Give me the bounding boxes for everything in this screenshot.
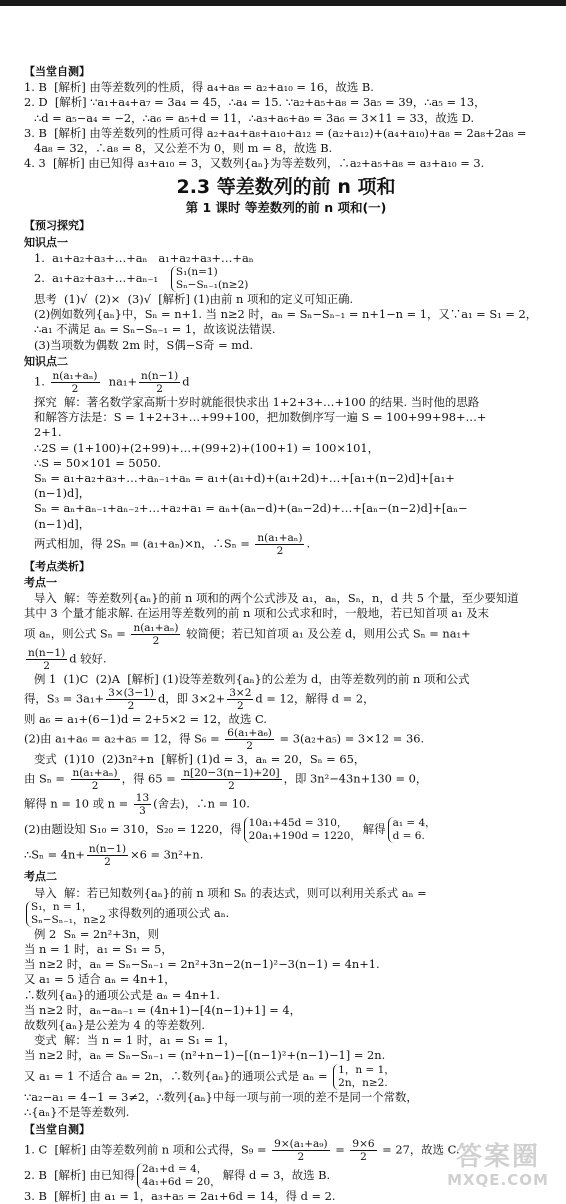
text: 解得 n = 10 或 n = <box>24 796 132 811</box>
fraction <box>272 1138 329 1163</box>
text: 解得 d = 3，故选 B. <box>222 1168 331 1183</box>
answer-line: 3. B [解析] 由 a₁ = 1，a₃+a₅ = 2a₁+6d = 14，得 d = 2. <box>24 1189 336 1204</box>
knowledge-point-2: 知识点二 <box>24 354 68 368</box>
answer-line: 当 n≥2 时，aₙ−aₙ₋₁ = (4n+1)−[4(n−1)+1] = 4， <box>24 1002 302 1017</box>
answer-line: 3. B [解析] 由等差数列的性质可得 a₂+a₄+a₈+a₁₀+a₁₂ = (a₂+a₁₂)+(a₄+a₁₀)+a₈ = 2a₈+2a₈ = <box>24 125 527 140</box>
section-header: 【当堂自测】 <box>24 1122 90 1136</box>
denominator: 2 <box>152 634 160 647</box>
text: d 较好. <box>69 651 107 666</box>
fraction <box>350 1138 376 1163</box>
text: 又 a₁ = 1 不适合 aₙ = 2n，∴数列{aₙ}的通项公式是 aₙ = <box>24 1068 332 1083</box>
system-row: S₁(n=1) <box>175 266 218 279</box>
numerator: n(a₁+aₙ) <box>257 531 303 544</box>
piecewise-system <box>333 1064 395 1090</box>
watermark-logo <box>438 1142 558 1192</box>
answer-line: 导入 解：若已知数列{aₙ}的前 n 项和 Sₙ 的表达式，则可以利用关系式 aₙ = <box>34 885 427 900</box>
piecewise-system <box>171 266 248 292</box>
text: 求得数列的通项公式 aₙ. <box>107 905 230 920</box>
answer-line <box>24 532 548 557</box>
answer-line <box>24 647 548 672</box>
answer-line: 探究 解：著名数学家高斯十岁时就能很快求出 1+2+3+…+100 的结果. 当时他的思路 <box>34 395 480 410</box>
text: 得，S₃ = 3a₁+ <box>24 691 105 706</box>
denominator: 2 <box>156 383 163 396</box>
answer-line <box>24 727 548 752</box>
piecewise-system <box>26 901 106 927</box>
text: = <box>331 1142 349 1157</box>
fraction <box>131 622 180 647</box>
answer-line: ∴{aₙ}不是等差数列. <box>24 1104 130 1119</box>
numerator: n(a₁+aₙ) <box>52 370 98 383</box>
answer-line <box>24 266 548 292</box>
system-row: 2a₁+d = 4， <box>141 1163 208 1176</box>
text: 1. <box>34 374 49 389</box>
numerator: 3×(3−1) <box>108 686 154 699</box>
numerator: n(n−1) <box>141 370 179 383</box>
denominator: 2 <box>91 780 99 793</box>
denominator: 2 <box>236 699 244 712</box>
answer-line: 又 a₁ = 5 适合 aₙ = 4n+1， <box>24 972 176 987</box>
fraction <box>51 370 100 395</box>
answer-line: 导入 解：等差数列{aₙ}的前 n 项和的两个公式涉及 a₁，aₙ，Sₙ，n，d 共 5 个量，至少要知道 <box>34 591 519 606</box>
text: . <box>306 536 311 551</box>
text: (2)由 a₁+a₆ = a₂+a₅ = 12，得 S₆ = <box>24 731 224 746</box>
answer-line: ∴d = a₅−a₄ = −2，∴a₆ = a₅+d = 11，∴a₃+a₆+a₉ = 3a₆ = 3×11 = 33，故选 D. <box>34 110 475 125</box>
section-header: 【考点类析】 <box>24 559 90 573</box>
text: d <box>182 374 190 389</box>
fraction <box>227 687 253 712</box>
answer-line: 思考 (1)√ (2)× (3)√ [解析] (1)由前 n 项和的定义可知正确. <box>34 292 354 307</box>
answer-line <box>24 767 548 792</box>
system-row: 2n，n≥2. <box>338 1076 388 1089</box>
answer-line: 例 2 Sₙ = 2n²+3n，则 <box>34 926 160 941</box>
answer-line <box>24 901 548 927</box>
answer-line: 4. 3 [解析] 由已知得 a₃+a₁₀ = 3，又数列{aₙ}为等差数列，∴a₂+a₅+a₈ = a₃+a₁₀ = 3. <box>24 156 485 171</box>
text: 由 Sₙ = <box>24 771 69 786</box>
system-row: Sₙ−Sₙ₋₁(n≥2) <box>175 279 249 292</box>
denominator: 2 <box>276 544 284 557</box>
answer-line <box>24 1064 548 1090</box>
numerator: n(n−1) <box>88 843 127 856</box>
answer-line: Sₙ = aₙ+aₙ₋₁+aₙ₋₂+…+a₂+a₁ = aₙ+(aₙ−d)+(aₙ−2d)+…+[aₙ−(n−2)d]+[aₙ− <box>34 501 468 516</box>
answer-line: Sₙ = a₁+a₂+a₃+…+aₙ₋₁+aₙ = a₁+(a₁+d)+(a₁+2d)+…+[a₁+(n−2)d]+[a₁+ <box>34 471 455 486</box>
system-row: 1，n = 1， <box>338 1063 395 1076</box>
system-row: 20a₁+190d = 1220， <box>248 830 361 843</box>
fraction <box>106 687 156 712</box>
denominator: 2 <box>71 383 79 396</box>
denominator: 2 <box>297 1151 305 1164</box>
watermark-url: MXQE.COM <box>447 1171 549 1189</box>
numerator: n(a₁+aₙ) <box>133 621 179 634</box>
denominator: 2 <box>43 659 50 672</box>
answer-line: 当 n≥2 时，aₙ = Sₙ−Sₙ₋₁ = 2n²+3n−2(n−1)²−3(n−1) = 4n+1. <box>24 957 380 972</box>
denominator: 2 <box>104 856 111 869</box>
answer-line: 2. D [解析] ∵a₁+a₄+a₇ = 3a₄ = 45，∴a₄ = 15. ∵a₂+a₅+a₈ = 3a₅ = 39，∴a₅ = 13， <box>24 95 486 110</box>
numerator: 9×(a₁+a₉) <box>274 1138 328 1151</box>
fraction <box>139 370 180 395</box>
text: (2)由题设知 S₁₀ = 310，S₂₀ = 1220，得 <box>24 822 242 837</box>
numerator: n[20−3(n−1)+20] <box>183 767 280 780</box>
top-border <box>0 0 566 6</box>
answer-line: 当 n≥2 时，aₙ = Sₙ−Sₙ₋₁ = (n²+n−1)−[(n−1)²+(n−1)−1] = 2n. <box>24 1048 386 1063</box>
fraction <box>181 767 281 792</box>
answer-line: ∴数列{aₙ}的通项公式是 aₙ = 4n+1. <box>24 987 220 1002</box>
denominator: 2 <box>246 740 253 753</box>
text: 较简便；若已知首项 a₁ 及公差 d，则用公式 Sₙ = na₁+ <box>182 626 471 641</box>
fraction <box>134 792 151 817</box>
answer-line: (n−1)d]， <box>34 486 91 501</box>
answer-line: 则 a₆ = a₁+(6−1)d = 2+5×2 = 12，故选 C. <box>24 711 267 726</box>
section-header: 【预习探究】 <box>24 219 90 233</box>
answer-line <box>24 843 548 868</box>
answer-line: 例 1 (1)C (2)A [解析] (1)设等差数列{aₙ}的公差为 d，由等差数列的前 n 项和公式 <box>34 671 470 686</box>
numerator: 13 <box>135 792 150 805</box>
answer-line: (2)例如数列{aₙ}中，Sₙ = n+1. 当 n≥2 时，aₙ = Sₙ−Sₙ₋₁ = n+1−n = 1，又∵a₁ = S₁ = 2， <box>34 307 538 322</box>
system-row: Sₙ−Sₙ₋₁，n≥2 <box>31 913 106 926</box>
section-header: 【当堂自测】 <box>24 65 90 78</box>
denominator: 2 <box>228 780 235 793</box>
numerator: 9×6 <box>352 1138 375 1151</box>
answer-line <box>24 370 548 395</box>
text: 2. B [解析] 由已知得 <box>24 1168 135 1183</box>
answer-line: 1. a₁+a₂+a₃+…+aₙ a₁+a₂+a₃+…+aₙ <box>34 250 254 265</box>
fraction <box>87 843 128 868</box>
section-preview <box>24 218 548 556</box>
lesson-subtitle: 第 1 课时 等差数列的前 n 项和(一) <box>185 200 387 216</box>
answer-line: ∴a₁ 不满足 aₙ = Sₙ−Sₙ₋₁ = 1，故该说法错误. <box>34 322 276 337</box>
fraction <box>71 767 120 792</box>
text: d = 12，解得 d = 2， <box>255 691 375 706</box>
fraction <box>255 532 304 557</box>
text: ∴Sₙ = 4n+ <box>24 847 85 862</box>
denominator: 2 <box>127 699 135 712</box>
denominator: 2 <box>360 1151 367 1164</box>
text: ，得 65 = <box>121 771 180 786</box>
text: 两式相加，得 2Sₙ = (a₁+aₙ)×n，∴Sₙ = <box>34 536 254 551</box>
answer-line: 和解答方法是：S = 1+2+3+…+99+100，把加数倒序写一遍 S = 100+99+98+…+ <box>34 410 487 425</box>
exam-point-1: 考点一 <box>24 576 57 590</box>
answer-line: ∴S = 50×101 = 5050. <box>34 455 162 470</box>
numerator: n(n−1) <box>28 646 66 659</box>
answer-line: 1. B [解析] 由等差数列的性质，得 a₄+a₈ = a₂+a₁₀ = 16，故选 B. <box>24 80 374 95</box>
text: = 27，故选 C. <box>378 1142 460 1157</box>
answer-line <box>24 817 548 843</box>
numerator: 6(a₁+a₆) <box>227 727 272 740</box>
watermark-text: 答案圈 <box>455 1142 540 1172</box>
numerator: 3×2 <box>229 686 252 699</box>
answer-line: (3)当项数为偶数 2m 时，S偶−S奇 = md. <box>34 337 253 352</box>
text: (舍去)，∴n = 10. <box>153 796 250 811</box>
answer-line: ∵a₂−a₁ = 4−1 = 3≠2，∴数列{aₙ}中每一项与前一项的差不是同一个常数， <box>24 1089 418 1104</box>
text: ×6 = 3n²+n. <box>130 847 204 862</box>
equation-system <box>137 1163 221 1189</box>
system-row: d = 6. <box>392 830 425 843</box>
numerator: n(a₁+aₙ) <box>72 767 118 780</box>
answer-line: 变式 (1)10 (2)3n²+n [解析] (1)d = 3，aₙ = 20，Sₙ = 65， <box>34 752 366 767</box>
answer-line: ∴2S = (1+100)+(2+99)+…+(99+2)+(100+1) = 100×101， <box>34 440 380 455</box>
fraction <box>225 727 274 752</box>
denominator: 3 <box>139 805 146 818</box>
text: 1. C [解析] 由等差数列前 n 项和公式得，S₉ = <box>24 1142 271 1157</box>
section-analysis <box>24 559 548 1120</box>
answer-line: 变式 解：当 n = 1 时，a₁ = S₁ = 1， <box>34 1033 236 1048</box>
expression: 2. a₁+a₂+a₃+…+aₙ₋₁ <box>34 271 159 286</box>
text: d，即 3×2+ <box>157 691 226 706</box>
fraction <box>26 647 67 672</box>
text: na₁+ <box>101 374 138 389</box>
knowledge-point-1: 知识点一 <box>24 235 68 249</box>
answer-line: 当 n = 1 时，a₁ = S₁ = 5， <box>24 941 173 956</box>
system-row: S₁，n = 1， <box>31 900 93 913</box>
answer-line <box>24 792 548 817</box>
system-row: a₁ = 4， <box>392 817 436 830</box>
section-self-test-1 <box>24 64 548 171</box>
equation-system <box>244 817 361 843</box>
answer-line: 故数列{aₙ}是公差为 4 的等差数列. <box>24 1017 206 1032</box>
system-row: 4a₁+6d = 20， <box>141 1176 221 1189</box>
text: 解得 <box>362 822 386 837</box>
answer-line: 4a₈ = 32，∴a₈ = 8，又公差不为 0，则 m = 8，故选 B. <box>34 141 333 156</box>
exam-point-2: 考点二 <box>24 870 57 884</box>
system-row: 10a₁+45d = 310， <box>248 817 348 830</box>
chapter-title: 2.3 等差数列的前 n 项和 <box>176 176 396 199</box>
answer-page <box>24 62 548 1204</box>
text: = 3(a₂+a₅) = 3×12 = 36. <box>275 731 425 746</box>
answer-line <box>24 622 548 647</box>
text: 项 aₙ，则公式 Sₙ = <box>24 626 130 641</box>
text: ，即 3n²−43n+130 = 0， <box>283 771 428 786</box>
answer-line: 其中 3 个量才能求解. 在运用等差数列的前 n 项和公式求和时，一般地，若已知首项 a₁ 及末 <box>24 606 489 621</box>
answer-line: 2+1. <box>34 425 62 440</box>
answer-line: (n−1)d]， <box>34 516 91 531</box>
equation-system <box>388 817 436 843</box>
answer-line <box>24 687 548 712</box>
